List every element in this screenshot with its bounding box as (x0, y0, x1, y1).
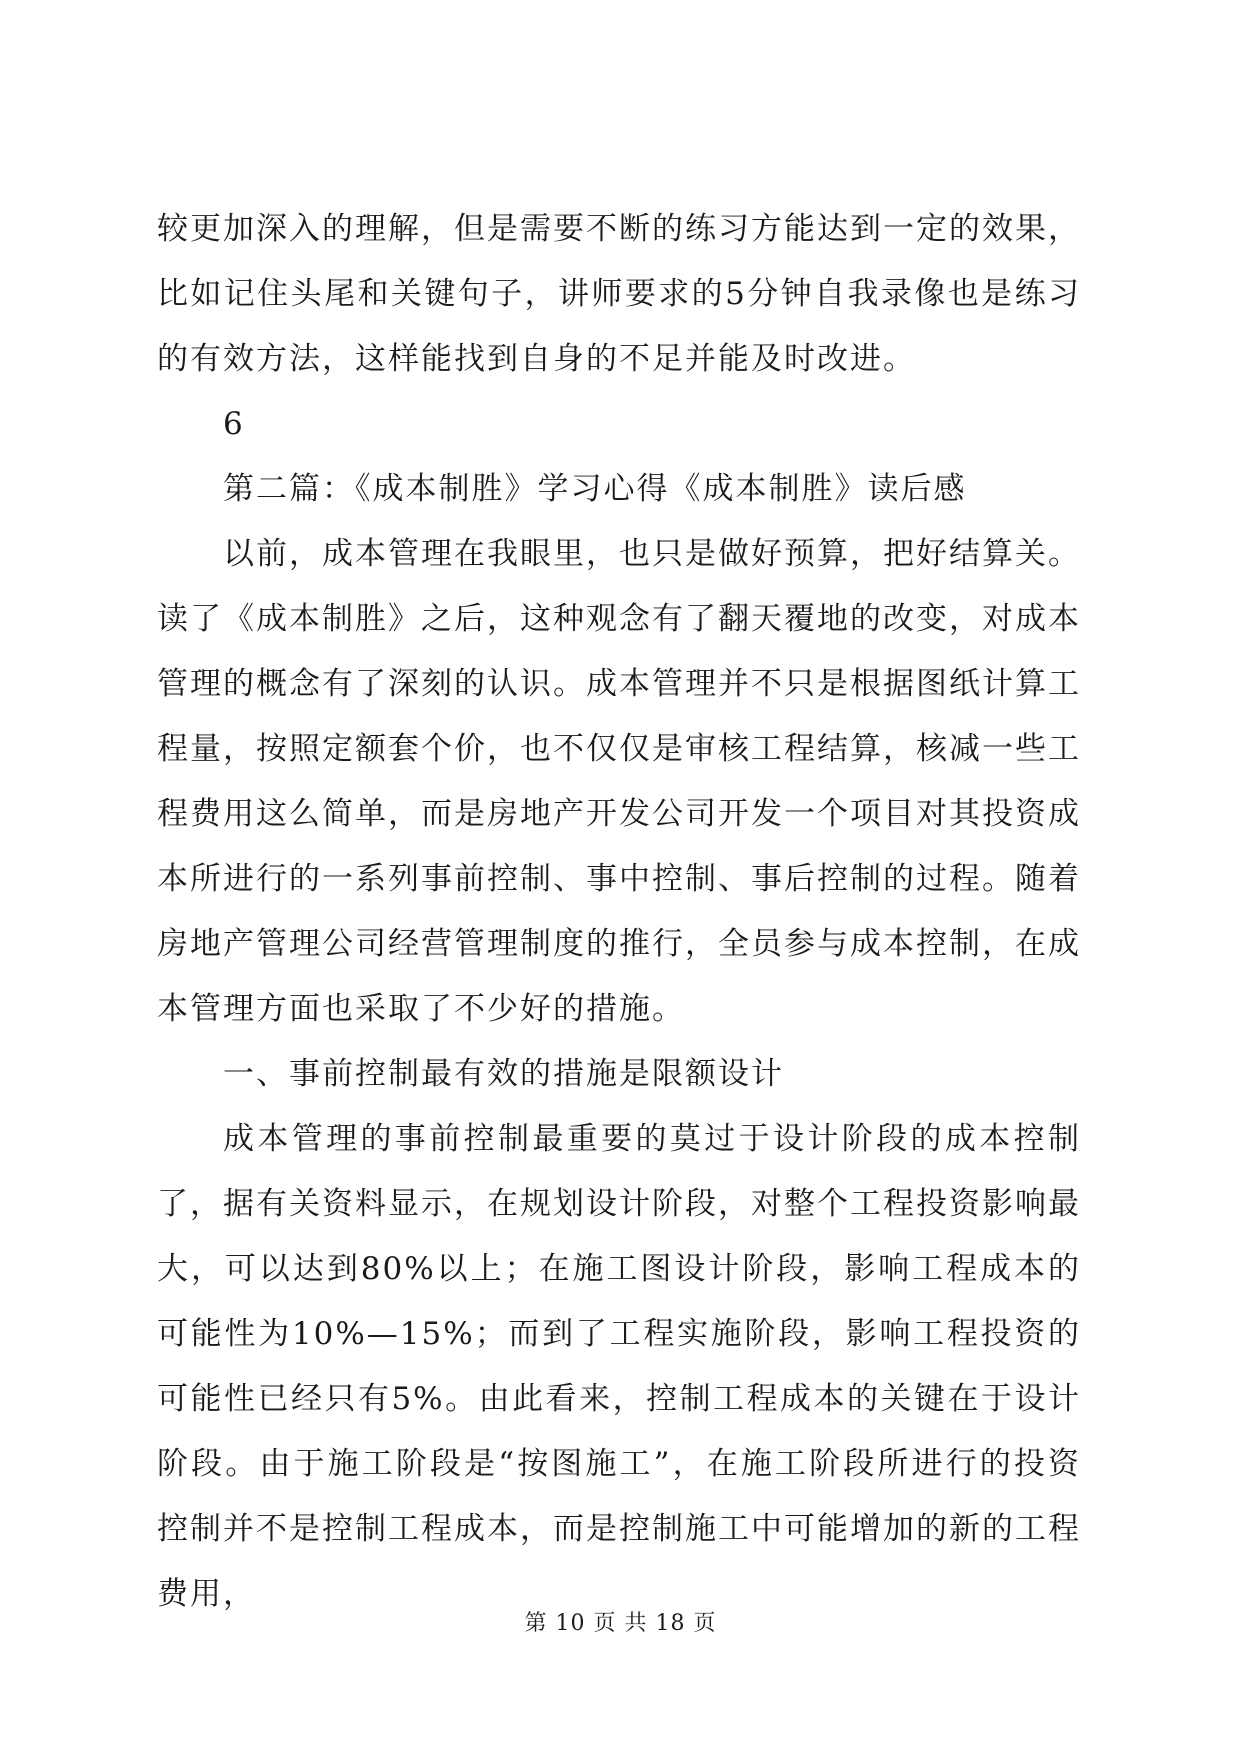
paragraph-continuation: 较更加深入的理解，但是需要不断的练习方能达到一定的效果，比如记住头尾和关键句子，讲师要求的5分钟自我录像也是练习的有效方法，这样能找到自身的不足并能及时改进。 (157, 211, 1081, 377)
section-number: 6 (223, 406, 245, 442)
paragraph-intro: 以前，成本管理在我眼里，也只是做好预算，把好结算关。读了《成本制胜》之后，这种观念有了翻天覆地的改变，对成本管理的概念有了深刻的认识。成本管理并不只是根据图纸计算工程量，按照定额套个价，也不仅仅是审核工程结算，核减一些工程费用这么简单，而是房地产开发公司开发一个项目对其投资成本所进行的一系列事前控制、事中控制、事后控制的过程。随着房地产管理公司经营管理制度的推行，全员参与成本控制，在成本管理方面也采取了不少好的措施。 (157, 536, 1081, 1027)
document-body (157, 197, 1081, 1627)
section-title: 第二篇：《成本制胜》学习心得《成本制胜》读后感 (223, 471, 967, 507)
paragraph-design-stage: 成本管理的事前控制最重要的莫过于设计阶段的成本控制了，据有关资料显示，在规划设计阶段，对整个工程投资影响最大，可以达到80%以上；在施工图设计阶段，影响工程成本的可能性为10%—15%；而到了工程实施阶段，影响工程投资的可能性已经只有5%。由此看来，控制工程成本的关键在于设计阶段。由于施工阶段是“按图施工”，在施工阶段所进行的投资控制并不是控制工程成本，而是控制施工中可能增加的新的工程费用， (157, 1121, 1081, 1612)
page-footer: 第 10 页 共 18 页 (524, 1611, 717, 1636)
heading-one: 一、事前控制最有效的措施是限额设计 (223, 1056, 784, 1092)
